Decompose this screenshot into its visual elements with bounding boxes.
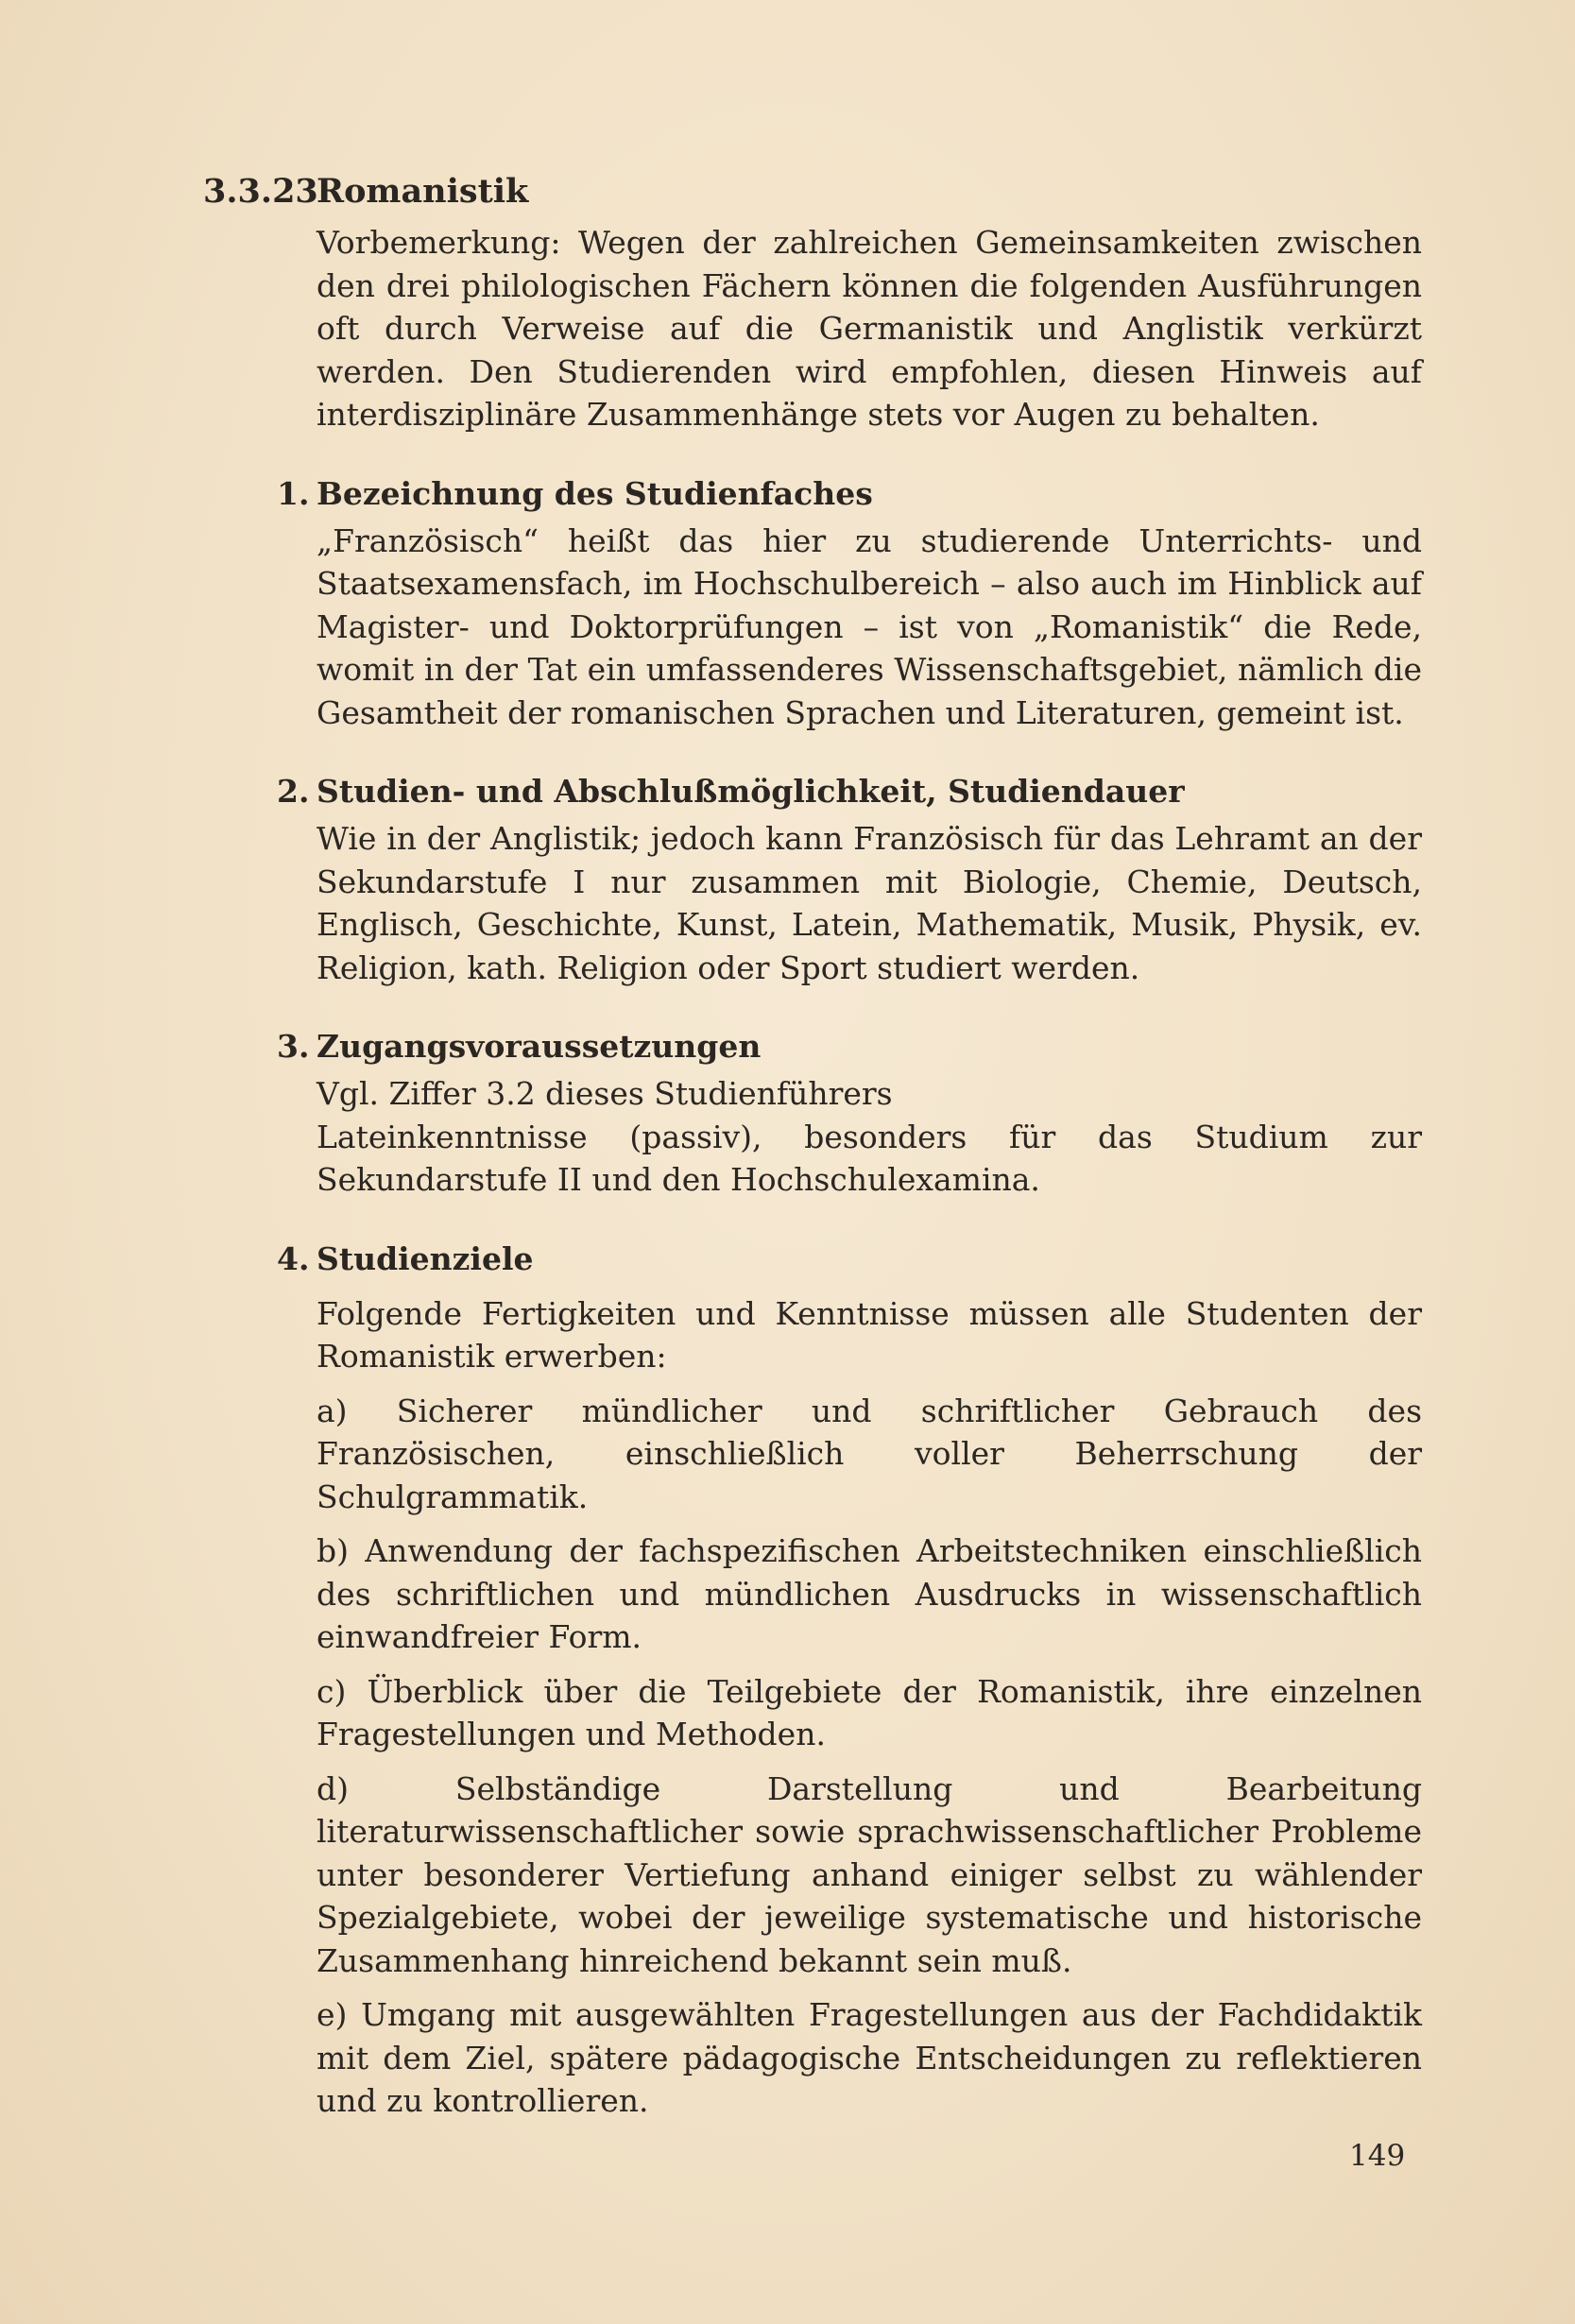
section-paragraph: Folgende Fertigkeiten und Kenntnisse müssen alle Studenten der Romanistik erwerben:	[317, 1294, 1422, 1375]
section-title: Zugangsvoraussetzungen	[317, 1028, 762, 1065]
chapter-title: Romanistik	[317, 172, 529, 211]
list-item-c: c) Überblick über die Teilgebiete der Romanistik, ihre einzelnen Fragestellungen und Methoden.	[317, 1672, 1422, 1752]
section-paragraph: „Französisch“ heißt das hier zu studierende Unterrichts- und Staatsexamensfach, im Hochschulbereich – also auch im Hinblick auf Magister- und Doktorprüfungen – ist von „Romanistik“ die Rede, womit in der Tat ein umfassenderes Wissenschaftsgebiet, nämlich die Gesamtheit der romanischen Sprachen und Literaturen, gemeint ist.	[317, 521, 1422, 731]
section-title: Studien- und Abschlußmöglichkeit, Studiendauer	[317, 773, 1185, 810]
chapter-heading	[203, 170, 1422, 214]
section-1	[277, 472, 1422, 735]
section-number: 4.	[277, 1239, 310, 1277]
section-paragraph: Wie in der Anglistik; jedoch kann Französisch für das Lehramt an der Sekundarstufe I nur zusammen mit Biologie, Chemie, Deutsch, Englisch, Geschichte, Kunst, Latein, Mathematik, Musik, Physik, ev. Religion, kath. Religion oder Sport studiert werden.	[317, 820, 1422, 986]
chapter-body	[277, 221, 1422, 2123]
list-item-a: a) Sicherer mündlicher und schriftlicher Gebrauch des Französischen, einschließlich voller Beherrschung der Schulgrammatik.	[317, 1392, 1422, 1515]
section-title: Studienziele	[317, 1239, 534, 1277]
section-number: 1.	[277, 474, 310, 512]
page-number: 149	[1349, 2139, 1406, 2173]
section-paragraph: Vgl. Ziffer 3.2 dieses Studienführers	[317, 1075, 893, 1112]
section-title: Bezeichnung des Studienfaches	[317, 474, 873, 512]
intro-paragraph: Vorbemerkung: Wegen der zahlreichen Gemeinsamkeiten zwischen den drei philologischen Fächern können die folgenden Ausführungen oft durch Verweise auf die Germanistik und Anglistik verkürzt werden. Den Studierenden wird empfohlen, diesen Hinweis auf interdisziplinäre Zusammenhänge stets vor Augen zu behalten.	[317, 224, 1422, 433]
section-4	[277, 1238, 1422, 2123]
section-heading	[277, 472, 1422, 516]
section-heading	[277, 1025, 1422, 1068]
chapter-number: 3.3.23	[203, 172, 318, 211]
section-number: 2.	[277, 773, 310, 810]
section-heading	[277, 1238, 1422, 1281]
section-number: 3.	[277, 1028, 310, 1065]
list-item-d: d) Selbständige Darstellung und Bearbeitung literaturwissenschaftlicher sowie sprachwissenschaftlicher Probleme unter besonderer Vertiefung anhand einiger selbst zu wählender Spezialgebiete, wobei der jeweilige systematische und historische Zusammenhang hinreichend bekannt sein muß.	[317, 1769, 1422, 1979]
section-heading	[277, 770, 1422, 813]
section-paragraph: Lateinkenntnisse (passiv), besonders für das Studium zur Sekundarstufe II und den Hochschulexamina.	[317, 1118, 1422, 1198]
section-2	[277, 770, 1422, 989]
list-item-b: b) Anwendung der fachspezifischen Arbeitstechniken einschließlich des schriftlichen und mündlichen Ausdrucks in wissenschaftlich einwandfreier Form.	[317, 1532, 1422, 1655]
page-content	[203, 170, 1422, 2123]
section-3	[277, 1025, 1422, 1202]
list-item-e: e) Umgang mit ausgewählten Fragestellungen aus der Fachdidaktik mit dem Ziel, spätere pädagogische Entscheidungen zu reflektieren und zu kontrollieren.	[317, 1996, 1422, 2119]
